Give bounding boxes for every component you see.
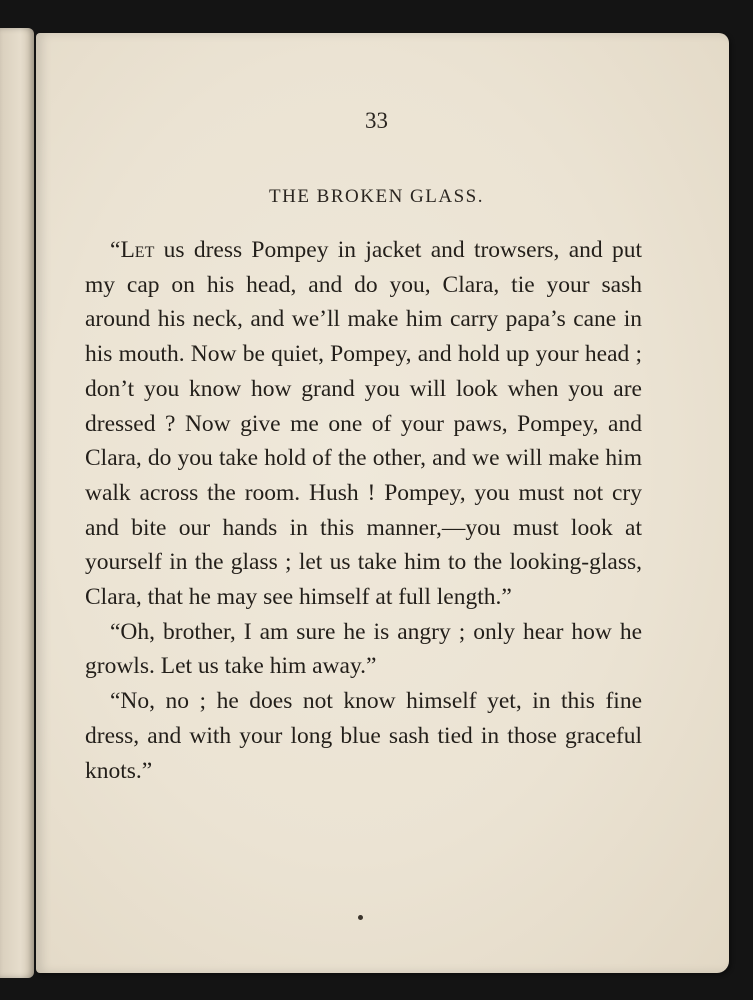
chapter-title: THE BROKEN GLASS. xyxy=(269,186,484,207)
book-page xyxy=(36,33,729,973)
page-number: 33 xyxy=(365,108,388,133)
paragraph-1-text: us dress Pompey in jacket and trowsers, and put my cap on his head, and do you, Clara, tie your sash around his neck, and we’ll make him carry papa’s cane in his mouth. Now be quiet, Pompey, and hold up your head ; don’t you know how grand you will look when you are dressed ? Now give me one of your paws, Pompey, and Clara, do you take hold of the other, and we will make him walk across the room. Hush ! Pompey, you must not cry and bite our hands in this manner,—you must look at yourself in the glass ; let us take him to the looking-glass, Clara, that he may see himself at full length.” xyxy=(85,237,642,611)
paragraph-1 xyxy=(85,233,642,615)
body-text xyxy=(85,233,642,788)
ink-speck xyxy=(358,915,363,920)
opening-quote: “ xyxy=(110,237,121,263)
paragraph-3: “No, no ; he does not know himself yet, in this fine dress, and with your long blue sash tied in those graceful knots.” xyxy=(85,688,642,784)
paragraph-first-word: Let xyxy=(120,237,155,263)
facing-page-edge xyxy=(0,28,34,978)
paragraph-2: “Oh, brother, I am sure he is angry ; only hear how he growls. Let us take him away.” xyxy=(85,618,642,680)
